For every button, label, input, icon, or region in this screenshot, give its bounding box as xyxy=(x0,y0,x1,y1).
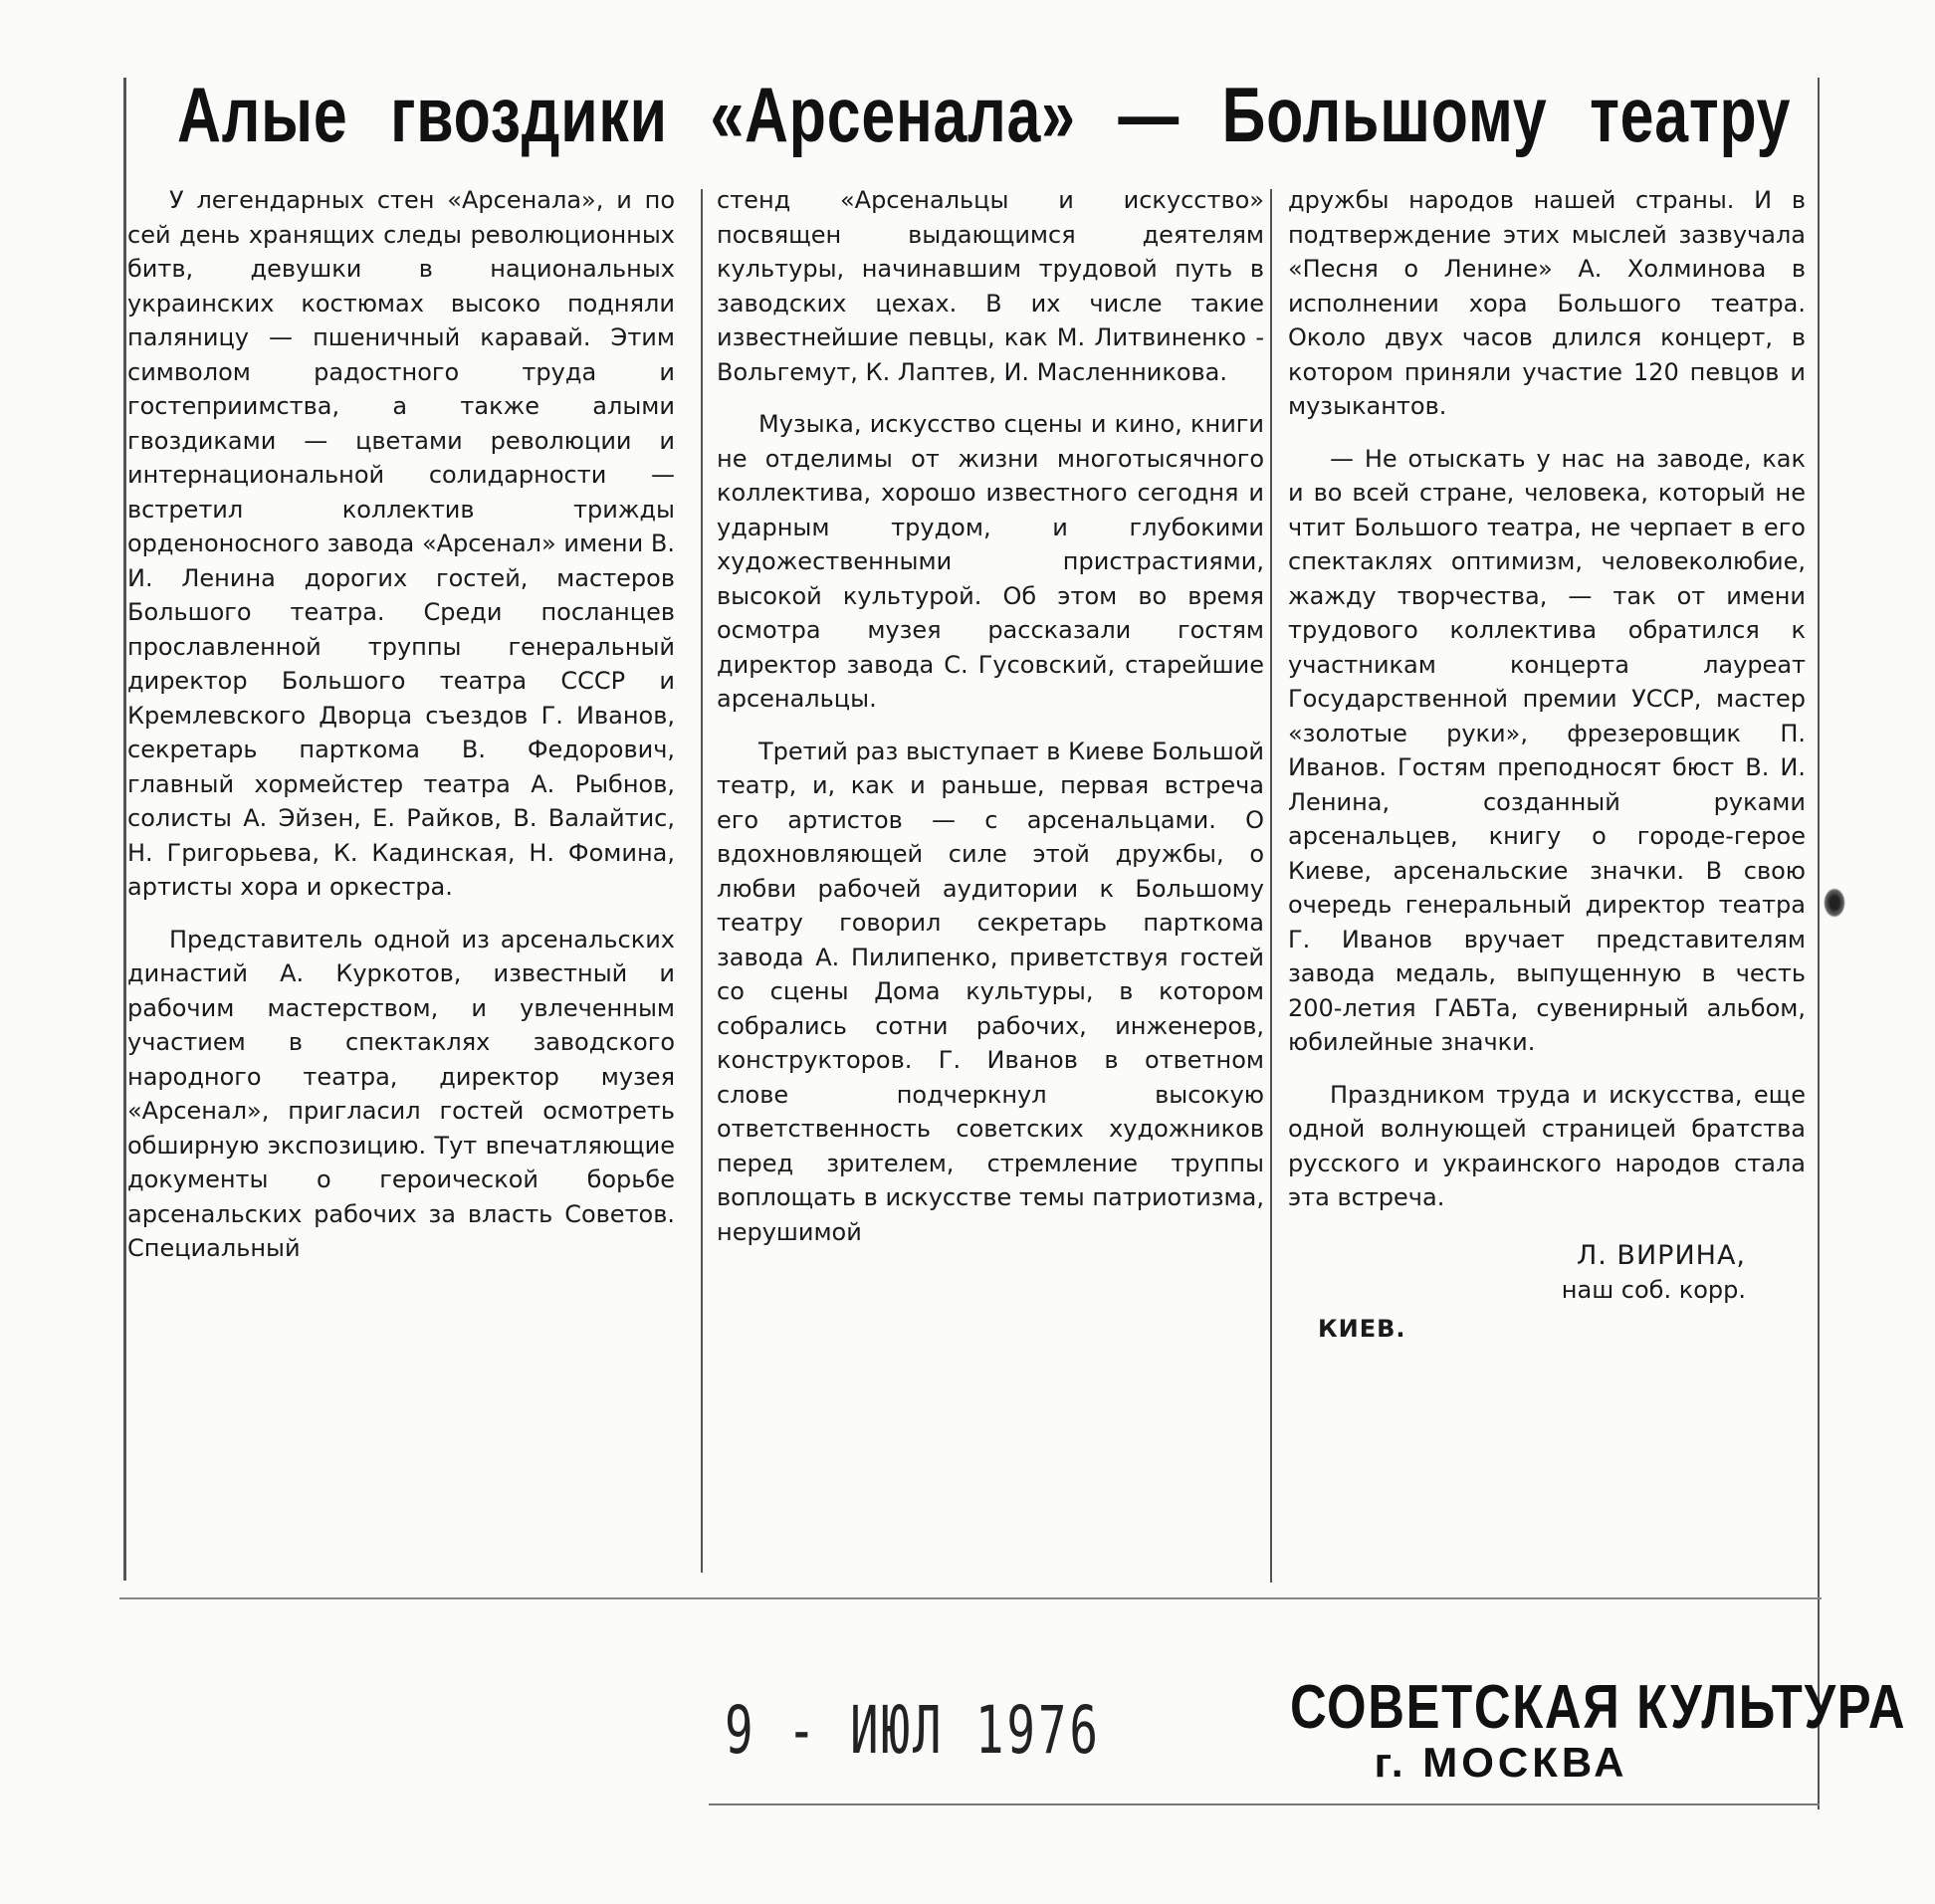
byline xyxy=(1288,1239,1746,1308)
date-stamp: 9 - ИЮЛ 1976 xyxy=(725,1692,1101,1769)
article-paragraph: У легендарных стен «Арсенала», и по сей день хранящих следы революционных битв, девушки в национальных украинских костюмах высоко подняли паляницу — пшеничный каравай. Этим символом радостного труда и гостеприимства, а также алыми гвоздиками — цветами революции и интернациональной солидарности — встретил коллектив трижды орденоносного завода «Арсенал» имени В. И. Ленина дорогих гостей, мастеров Большого театра. Среди посланцев прославленной труппы генеральный директор Большого театра СССР и Кремлевского Дворца съездов Г. Иванов, секретарь парткома В. Федорович, главный хормейстер театра А. Рыбнов, солисты А. Эйзен, Е. Райков, В. Валайтис, Н. Григорьева, К. Кадинская, Н. Фомина, артисты хора и оркестра. xyxy=(127,186,675,901)
article-paragraph: — Не отыскать у нас на заводе, как и во всей стране, человека, который не чтит Большого театра, не черпает в его спектаклях оптимизм, человеколюбие, жажду творчества, — так от имени трудового коллектива обратился к участникам концерта лауреат Государственной премии УССР, мастер «золотые руки», фрезеровщик П. Иванов. Гостям преподносят бюст В. И. Ленина, созданный руками арсенальцев, книгу о городе-герое Киеве, арсенальские значки. В свою очередь генеральный директор театра Г. Иванов вручает представителям завода медаль, выпущенную в честь 200-летия ГАБТа, сувенирный альбом, юбилейные значки. xyxy=(1288,444,1806,1056)
dateline-city: КИЕВ. xyxy=(1318,1314,1406,1343)
article-paragraph: дружбы народов нашей страны. И в подтверждение этих мыслей зазвучала «Песня о Ленине» А. Холминова в исполнении хора Большого театра. Около двух часов длился концерт, в котором приняли участие 120 певцов и музыкантов. xyxy=(1288,186,1806,420)
newspaper-place: г. МОСКВА xyxy=(1374,1739,1628,1786)
left-margin-rule xyxy=(123,78,126,1581)
bottom-cut-rule xyxy=(119,1597,1822,1599)
article-paragraph: Представитель одной из арсенальских династий А. Куркотов, известный и рабочим мастерством, и увлеченным участием в спектаклях заводского народного театра, директор музея «Арсенал», пригласил гостей осмотреть обширную экспозицию. Тут впечатляющие документы о героической борьбе арсенальских рабочих за власть Советов. Специальный xyxy=(127,925,675,1262)
article-paragraph: Третий раз выступает в Киеве Большой театр, и, как и раньше, первая встреча его артистов — с арсенальцами. О вдохновляющей силе этой дружбы, о любви рабочей аудитории к Большому театру говорил секретарь парткома завода А. Пилипенко, приветствуя гостей со сцены Дома культуры, в котором собрались сотни рабочих, инженеров, конструкторов. Г. Иванов в ответном слове подчеркнул высокую ответственность советских художников перед зрителем, стремление труппы воплощать в искусстве темы патриотизма, нерушимой xyxy=(717,737,1264,1246)
article-paragraph: Праздником труда и искусства, еще одной волнующей страницей братства русского и украинского народов стала эта встреча. xyxy=(1288,1080,1806,1211)
article-paragraph: Музыка, искусство сцены и кино, книги не отделимы от жизни многотысячного коллектива, хорошо известного сегодня и ударным трудом, и глубокими художественными пристрастиями, высокой культурой. Об этом во время осмотра музея рассказали гостям директор завода С. Гусовский, старейшие арсенальцы. xyxy=(717,410,1264,713)
column-divider-2 xyxy=(1270,189,1272,1583)
right-margin-rule xyxy=(1818,78,1820,1809)
headline: Алые гвоздики «Арсенала» — Большому театру xyxy=(177,71,1792,158)
article-column-2 xyxy=(717,183,1264,1267)
article-column-3 xyxy=(1288,183,1806,1346)
ink-blot xyxy=(1824,888,1845,918)
article-paragraph: стенд «Арсенальцы и искусство» посвящен выдающимся деятелям культуры, начинавшим трудовой путь в заводских цехах. В их числе такие известнейшие певцы, как М. Литвиненко - Вольгемут, К. Лаптев, И. Масленникова. xyxy=(717,186,1264,386)
newspaper-name: СОВЕТСКАЯ КУЛЬТУРА xyxy=(1289,1673,1907,1742)
column-divider-1 xyxy=(701,189,703,1573)
stamp-underline xyxy=(709,1803,1820,1805)
article-column-1 xyxy=(127,183,675,1284)
newspaper-stamp xyxy=(1222,1672,1907,1787)
byline-role: наш соб. корр. xyxy=(1561,1276,1746,1304)
byline-author: Л. ВИРИНА, xyxy=(1576,1239,1746,1271)
